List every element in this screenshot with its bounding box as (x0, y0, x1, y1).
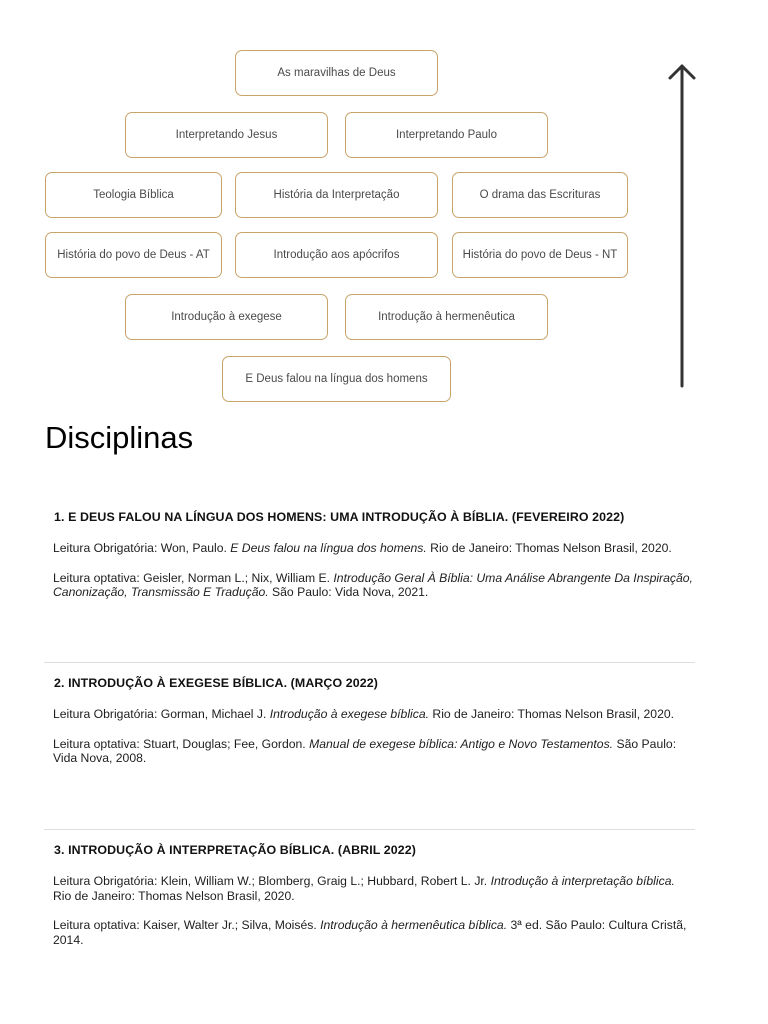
section-title: 3. INTRODUÇÃO À INTERPRETAÇÃO BÍBLICA. (ABRIL 2022) (54, 843, 416, 857)
required-reading-prefix: Leitura Obrigatória: Won, Paulo. (53, 541, 231, 555)
required-reading-prefix: Leitura Obrigatória: Klein, William W.; Blomberg, Graig L.; Hubbard, Robert L. Jr. (53, 874, 491, 888)
required-reading-book-title: Introdução à interpretação bíblica. (490, 874, 675, 888)
required-reading-book-title: E Deus falou na língua dos homens. (230, 541, 427, 555)
course-box-historia-povo-nt: História do povo de Deus - NT (452, 232, 628, 278)
course-box-interpretando-jesus: Interpretando Jesus (125, 112, 328, 158)
course-box-o-drama-das-escrituras: O drama das Escrituras (452, 172, 628, 218)
optional-reading-prefix: Leitura optativa: Geisler, Norman L.; Nix, William E. (53, 570, 334, 585)
course-section-2 (45, 676, 695, 766)
required-reading-suffix: Rio de Janeiro: Thomas Nelson Brasil, 2020. (53, 888, 295, 903)
optional-reading-suffix: São Paulo: Vida Nova, 2021. (268, 585, 429, 599)
optional-reading (53, 737, 695, 766)
optional-reading-book-title: Manual de exegese bíblica: Antigo e Novo Testamentos. (309, 736, 614, 751)
optional-reading-prefix: Leitura optativa: Kaiser, Walter Jr.; Silva, Moisés. (53, 918, 321, 932)
required-reading-suffix: Rio de Janeiro: Thomas Nelson Brasil, 2020. (426, 541, 672, 555)
optional-reading-suffix: 3ª ed. São Paulo: Cultura Cristã, 2014. (53, 918, 687, 947)
required-reading (53, 541, 695, 556)
optional-reading-suffix: São Paulo: Vida Nova, 2008. (53, 736, 677, 765)
required-reading-suffix: Rio de Janeiro: Thomas Nelson Brasil, 2020. (429, 707, 675, 721)
required-reading-book-title: Introdução à exegese bíblica. (269, 707, 429, 721)
progression-arrow-icon (666, 62, 698, 390)
section-title: 1. E DEUS FALOU NA LÍNGUA DOS HOMENS: UMA INTRODUÇÃO À BÍBLIA. (FEVEREIRO 2022) (54, 510, 625, 524)
optional-reading-book-title: Introdução Geral À Bíblia: Uma Análise Abrangente Da Inspiração, Canonização, Transmissão E Tradução. (53, 570, 693, 599)
course-box-teologia-biblica: Teologia Bíblica (45, 172, 222, 218)
required-reading (53, 874, 695, 903)
optional-reading (53, 918, 695, 947)
optional-reading (53, 571, 695, 600)
optional-reading-book-title: Introdução à hermenêutica bíblica. (320, 918, 508, 932)
section-title: 2. INTRODUÇÃO À EXEGESE BÍBLICA. (MARÇO 2022) (54, 676, 378, 690)
course-box-introducao-exegese: Introdução à exegese (125, 294, 328, 340)
course-section-3 (45, 843, 695, 947)
required-reading (53, 707, 695, 722)
required-reading-prefix: Leitura Obrigatória: Gorman, Michael J. (53, 707, 270, 721)
course-box-historia-povo-at: História do povo de Deus - AT (45, 232, 222, 278)
course-box-interpretando-paulo: Interpretando Paulo (345, 112, 548, 158)
course-section-1 (45, 510, 695, 600)
section-divider (44, 662, 695, 663)
course-box-e-deus-falou: E Deus falou na língua dos homens (222, 356, 451, 402)
section-divider (44, 829, 695, 830)
course-box-historia-da-interpretacao: História da Interpretação (235, 172, 438, 218)
page-heading: Disciplinas (45, 420, 194, 455)
course-box-introducao-hermeneutica: Introdução à hermenêutica (345, 294, 548, 340)
course-box-as-maravilhas-de-deus: As maravilhas de Deus (235, 50, 438, 96)
optional-reading-prefix: Leitura optativa: Stuart, Douglas; Fee, Gordon. (53, 736, 310, 751)
course-box-introducao-apocrifos: Introdução aos apócrifos (235, 232, 438, 278)
